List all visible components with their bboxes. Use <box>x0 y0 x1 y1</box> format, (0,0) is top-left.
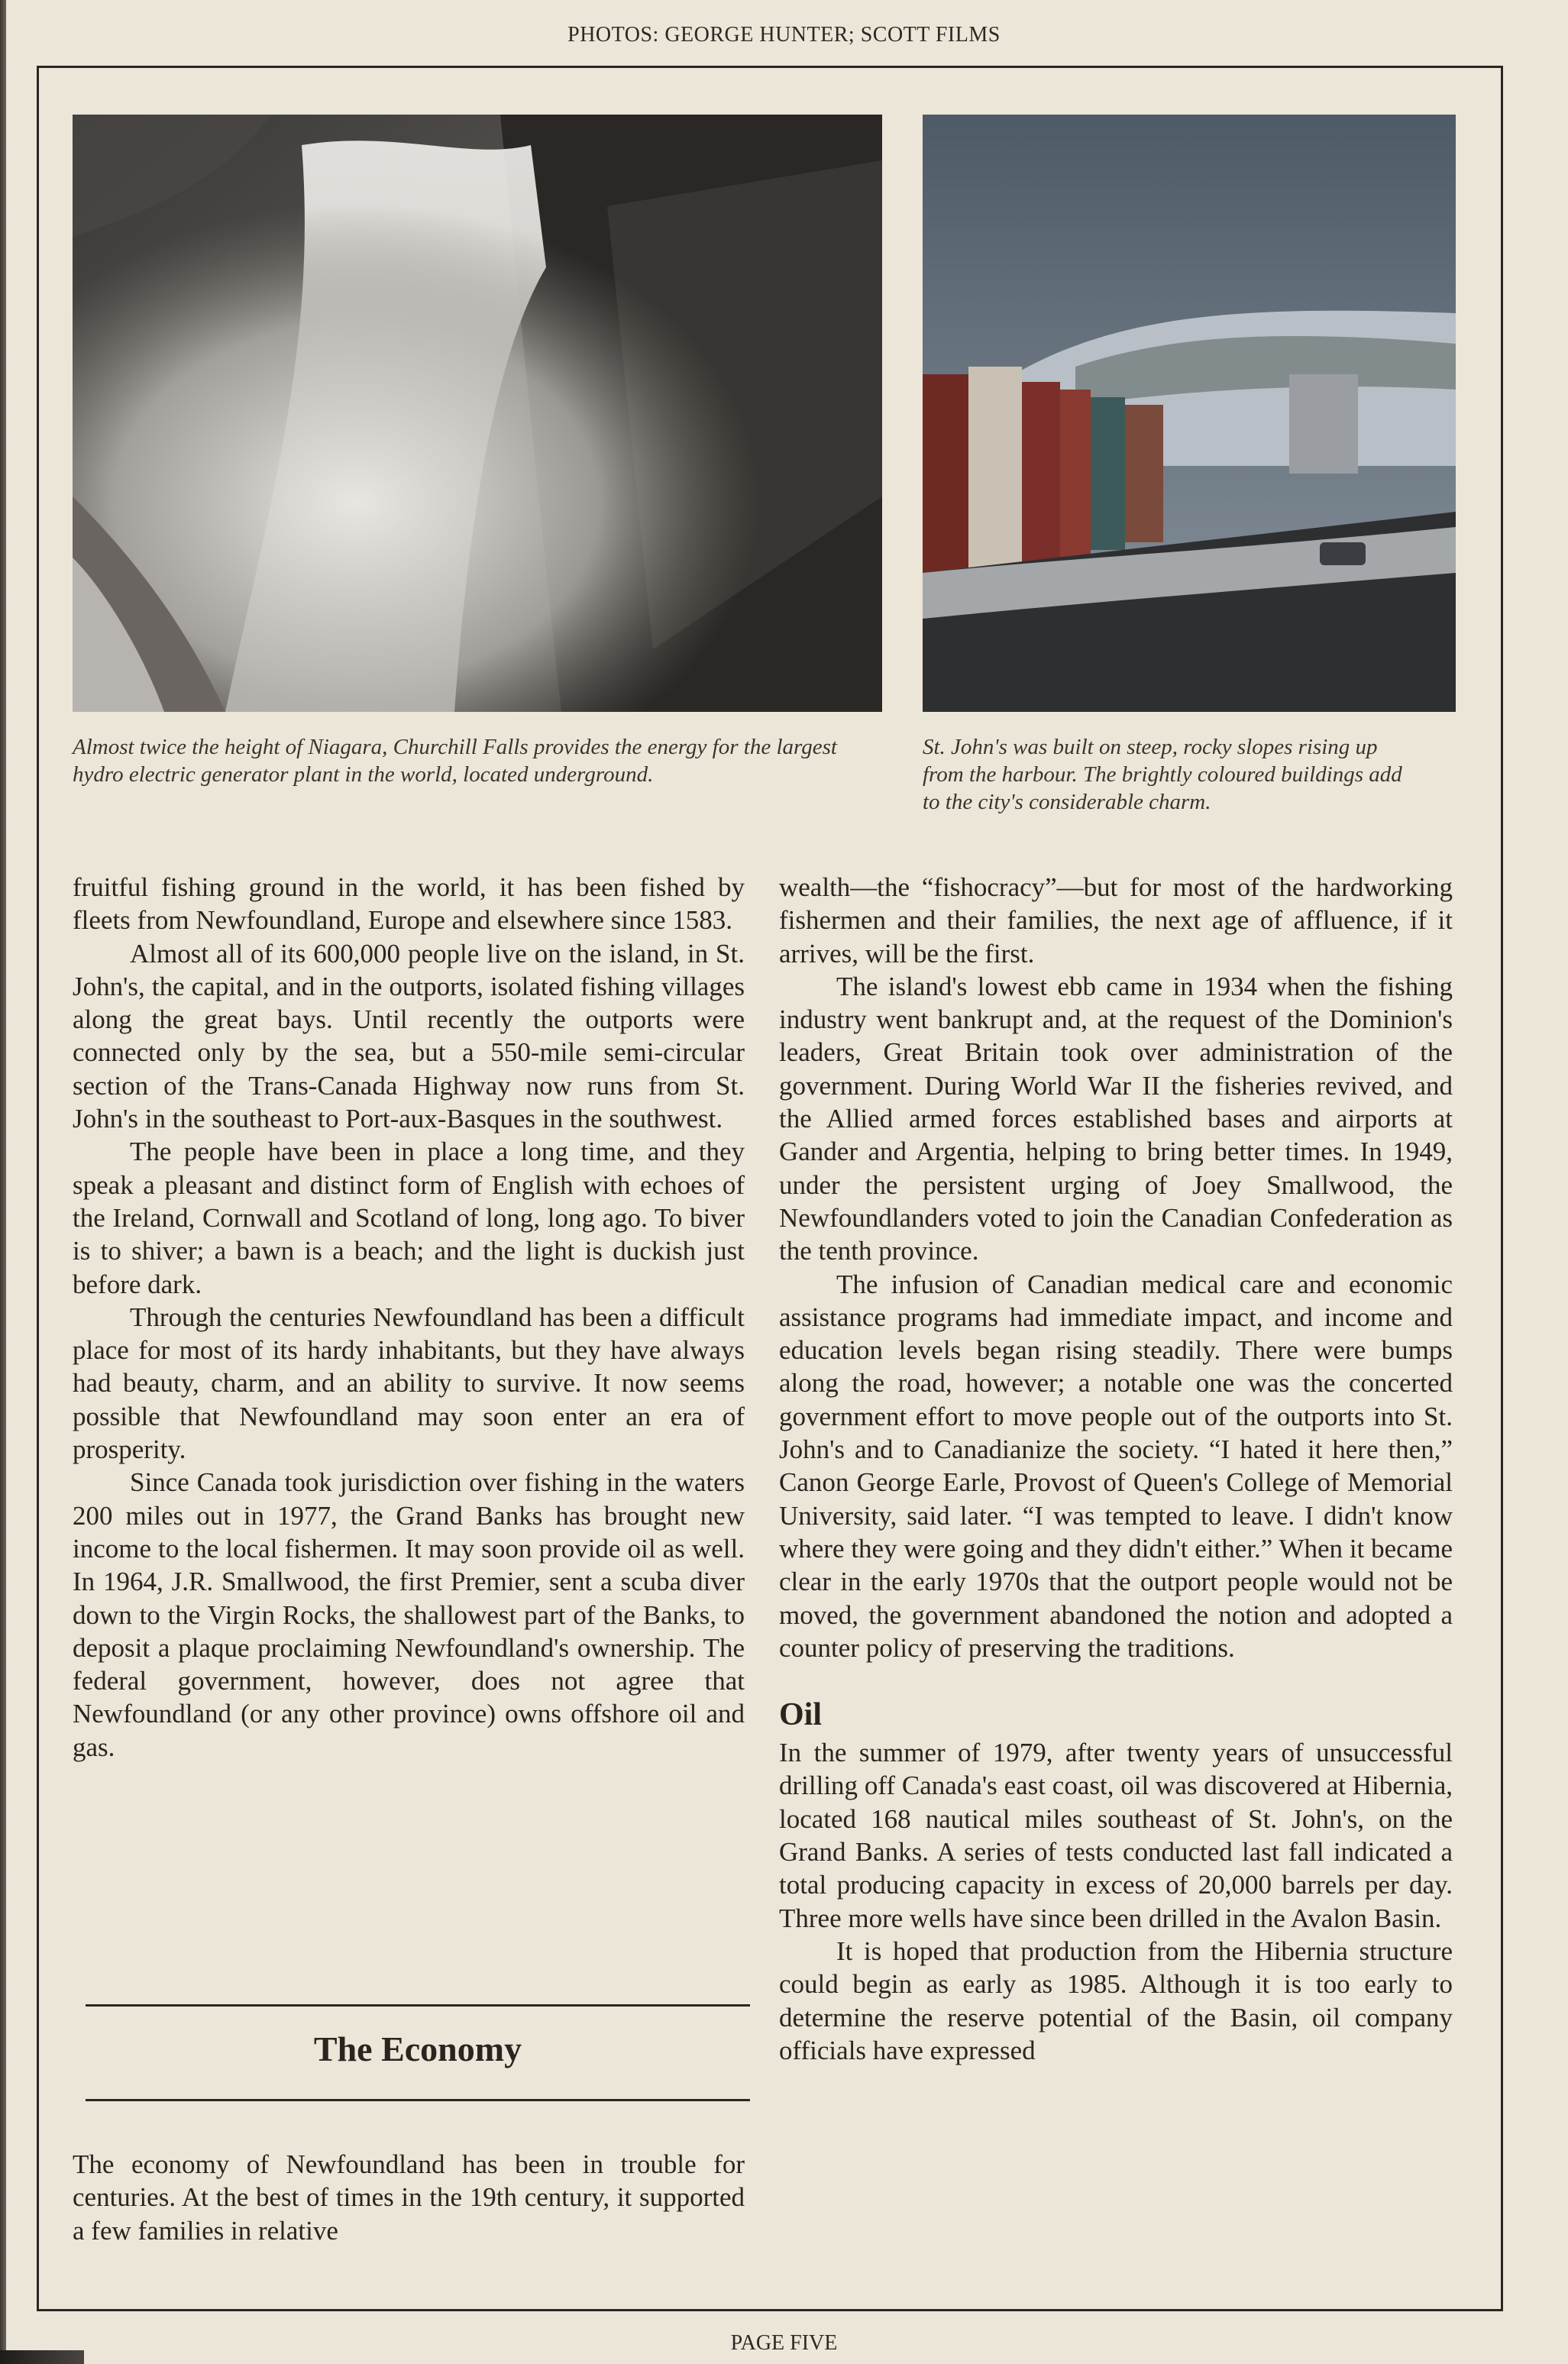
right-column <box>779 871 1453 2067</box>
section-rule-bottom <box>86 2099 750 2101</box>
page-number: PAGE FIVE <box>730 2331 838 2355</box>
paragraph: Through the centuries Newfoundland has been a difficult place for most of its hardy inhabitants, but they have always had beauty, charm, and an ability to survive. It now seems possible that Newfoundland may soon enter an era of prosperity. <box>73 1302 745 1465</box>
churchill-falls-photo <box>73 115 882 712</box>
paragraph: The people have been in place a long time, and they speak a pleasant and distinct form of English with echoes of the Ireland, Cornwall and Scotland of long, long ago. To biver is to shiver; a bawn is a beach; and the light is duckish just before dark. <box>73 1137 745 1299</box>
page-spine-shadow <box>0 0 6 2364</box>
section-rule-top <box>86 2004 750 2007</box>
economy-text-column <box>73 2148 745 2247</box>
paragraph: The infusion of Canadian medical care and economic assistance programs had immediate impact, and income and education levels began rising steadily. There were bumps along the road, however; a notable one was the concerted government effort to move people out of the outports into St. John's and to Canadianize the society. “I hated it here then,” Canon George Earle, Provost of Queen's College of Memorial University, said later. “I was tempted to leave. I didn't know where they were going and they didn't either.” When it became clear in the early 1970s that the outport people would not be moved, the government abandoned the notion and adopted a counter policy of preserving the traditions. <box>779 1269 1453 1663</box>
paragraph: Since Canada took jurisdiction over fishing in the waters 200 miles out in 1977, the Grand Banks has brought new income to the local fishermen. It may soon provide oil as well. In 1964, J.R. Smallwood, the first Premier, sent a scuba diver down to the Virgin Rocks, the shallowest part of the Banks, to deposit a plaque proclaiming Newfoundland's ownership. The federal government, however, does not agree that Newfoundland (or any other province) owns offshore oil and gas. <box>73 1467 745 1762</box>
caption-city: St. John's was built on steep, rocky slopes rising up from the harbour. The brightly coloured buildings add to the city's considerable charm. <box>923 735 1402 814</box>
caption-falls: Almost twice the height of Niagara, Churchill Falls provides the energy for the largest hydro electric generator plant in the world, located underground. <box>73 735 837 787</box>
st-johns-street-photo <box>923 115 1456 712</box>
section-heading-economy: The Economy <box>313 2029 522 2068</box>
paragraph: fruitful fishing ground in the world, it has been fished by fleets from Newfoundland, Europe and elsewhere since 1583. <box>73 872 745 936</box>
paragraph: It is hoped that production from the Hibernia structure could begin as early as 1985. Although it is too early to determine the reserve potential of the Basin, oil company officials have expressed <box>779 1936 1453 2065</box>
section-heading-oil: Oil <box>779 1697 823 1733</box>
left-column <box>73 871 745 1764</box>
photo-credit: PHOTOS: GEORGE HUNTER; SCOTT FILMS <box>567 23 1001 47</box>
paragraph: The economy of Newfoundland has been in trouble for centuries. At the best of times in the 19th century, it supported a few families in relative <box>73 2149 745 2246</box>
paragraph: In the summer of 1979, after twenty years of unsuccessful drilling off Canada's east coast, oil was discovered at Hibernia, located 168 nautical miles southeast of St. John's, on the Grand Banks. A series of tests conducted last fall indicated a total producing capacity in excess of 20,000 barrels per day. Three more wells have since been drilled in the Avalon Basin. <box>779 1738 1453 1933</box>
paragraph: Almost all of its 600,000 people live on the island, in St. John's, the capital, and in the outports, isolated fishing villages along the great bays. Until recently the outports were connected only by the sea, but a 550-mile semi-circular section of the Trans-Canada Highway now runs from St. John's in the southeast to Port-aux-Basques in the southwest. <box>73 938 745 1134</box>
paragraph: wealth—the “fishocracy”—but for most of the hardworking fishermen and their families, the next age of affluence, if it arrives, will be the first. <box>779 872 1453 969</box>
paragraph: The island's lowest ebb came in 1934 when the fishing industry went bankrupt and, at the request of the Dominion's leaders, Great Britain took over administration of the government. During World War II the fisheries revived, and the Allied armed forces established bases and airports at Gander and Argentia, helping to bring better times. In 1949, under the persistent urging of Joey Smallwood, the Newfoundlanders voted to join the Canadian Confederation as the tenth province. <box>779 971 1453 1266</box>
